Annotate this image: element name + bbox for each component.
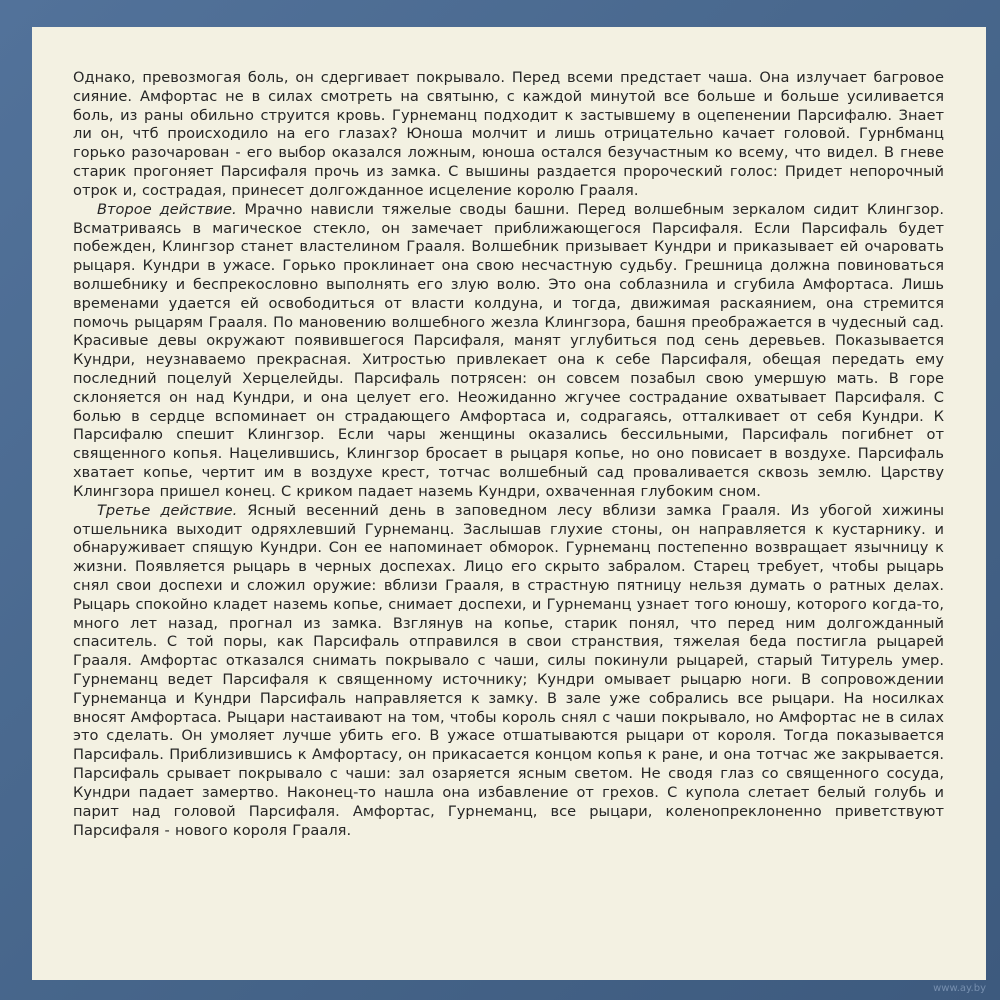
act-heading-second: Второе действие. bbox=[97, 200, 237, 218]
paragraph-text: Однако, превозмогая боль, он сдергивает покрывало. Перед всеми предстает чаша. Она излучает багровое сияние. Амфортас не в силах смотреть на святыню, с каждой минутой все больше и больше усиливается боль, из раны обильно струится кровь. Гурнеманц подходит к застывшему в оцепенении Парсифалю. Знает ли он, чтб происходило на его глазах? Юноша молчит и лишь отрицательно качает головой. Гурнбманц горько разочарован - его выбор оказался ложным, юноша остался безучастным ко всему, что видел. В гневе старик прогоняет Парсифаля прочь из замка. С вышины раздается пророческий голос: Придет непорочный отрок и, сострадая, принесет долгожданное исцеление королю Грааля. bbox=[73, 69, 944, 199]
paragraph-text: Ясный весенний день в заповедном лесу вблизи замка Грааля. Из убогой хижины отшельника выходит одряхлевший Гурнеманц. Заслышав глухие стоны, он направляется к кустарнику. и обнаруживает спящую Кундри. Сон ее напоминает обморок. Гурнеманц постепенно возвращает язычницу к жизни. Появляется рыцарь в черных доспехах. Лицо его скрыто забралом. Старец требует, чтобы рыцарь снял свои доспехи и сложил оружие: вблизи Грааля, в страстную пятницу нельзя думать о ратных делах. Рыцарь спокойно кладет наземь копье, снимает доспехи, и Гурнеманц узнает того юношу, которого когда-то, много лет назад, прогнал из замка. Взглянув на копье, старик понял, что перед ним долгожданный спаситель. С той поры, как Парсифаль отправился в свои странствия, тяжелая беда постигла рыцарей Грааля. Амфортас отказался снимать покрывало с чаши, силы покинули рыцарей, старый Титурель умер. Гурнеманц ведет Парсифаля к священному источнику; Кундри омывает рыцарю ноги. В сопровождении Гурнеманца и Кундри Парсифаль направляется к замку. В зале уже собрались все рыцари. На носилках вносят Амфортаса. Рыцари настаивают на том, чтобы король снял с чаши покрывало, но Амфортас не в силах это сделать. Он умоляет лучше убить его. В ужасе отшатываются рыцари от короля. Тогда показывается Парсифаль. Приблизившись к Амфортасу, он прикасается концом копья к ране, и она тотчас же закрывается. Парсифаль срывает покрывало с чаши: зал озаряется ясным светом. Не сводя глаз со священного сосуда, Кундри падает замертво. Наконец-то нашла она избавление от грехов. С купола слетает белый голубь и парит над головой Парсифаля. Амфортас, Гурнеманц, все рыцари, коленопреклоненно приветствуют Парсифаля - нового короля Грааля. bbox=[73, 501, 944, 839]
document-page bbox=[32, 27, 986, 980]
paragraph-text: Мрачно нависли тяжелые своды башни. Перед волшебным зеркалом сидит Клингзор. Всматриваясь в магическое стекло, он замечает приближающегося Парсифаля. Если Парсифаль будет побежден, Клингзор станет властелином Грааля. Волшебник призывает Кундри и приказывает ей очаровать рыцаря. Кундри в ужасе. Горько проклинает она свою несчастную судьбу. Грешница должна повиноваться волшебнику и беспрекословно выполнять его злую волю. Это она соблазнила и сгубила Амфортаса. Лишь временами удается ей освободиться от власти колдуна, и тогда, движимая раскаянием, она стремится помочь рыцарям Грааля. По мановению волшебного жезла Клингзора, башня преображается в чудесный сад. Красивые девы окружают появившегося Парсифаля, манят углубиться под сень деревьев. Показывается Кундри, неузнаваемо прекрасная. Хитростью привлекает она к себе Парсифаля, обещая передать ему последний поцелуй Херцелейды. Парсифаль потрясен: он совсем позабыл свою умершую мать. В горе склоняется он над Кундри, и она целует его. Неожиданно жгучее сострадание охватывает Парсифаля. С болью в сердце вспоминает он страдающего Амфортаса и, содрагаясь, отталкивает от себя Кундри. К Парсифалю спешит Клингзор. Если чары женщины оказались бессильными, Парсифаль погибнет от священного копья. Нацелившись, Клингзор бросает в рыцаря копье, но оно повисает в воздухе. Парсифаль хватает копье, чертит им в воздухе крест, тотчас волшебный сад проваливается сквозь землю. Царству Клингзора пришел конец. С криком падает наземь Кундри, охваченная глубоким сном. bbox=[73, 200, 944, 500]
paragraph-third-act bbox=[73, 502, 944, 841]
paragraph-second-act bbox=[73, 201, 944, 502]
watermark: www.ay.by bbox=[933, 983, 986, 994]
act-heading-third: Третье действие. bbox=[97, 501, 238, 519]
libretto-text bbox=[73, 69, 944, 840]
paragraph-act-one-ending bbox=[73, 69, 944, 201]
